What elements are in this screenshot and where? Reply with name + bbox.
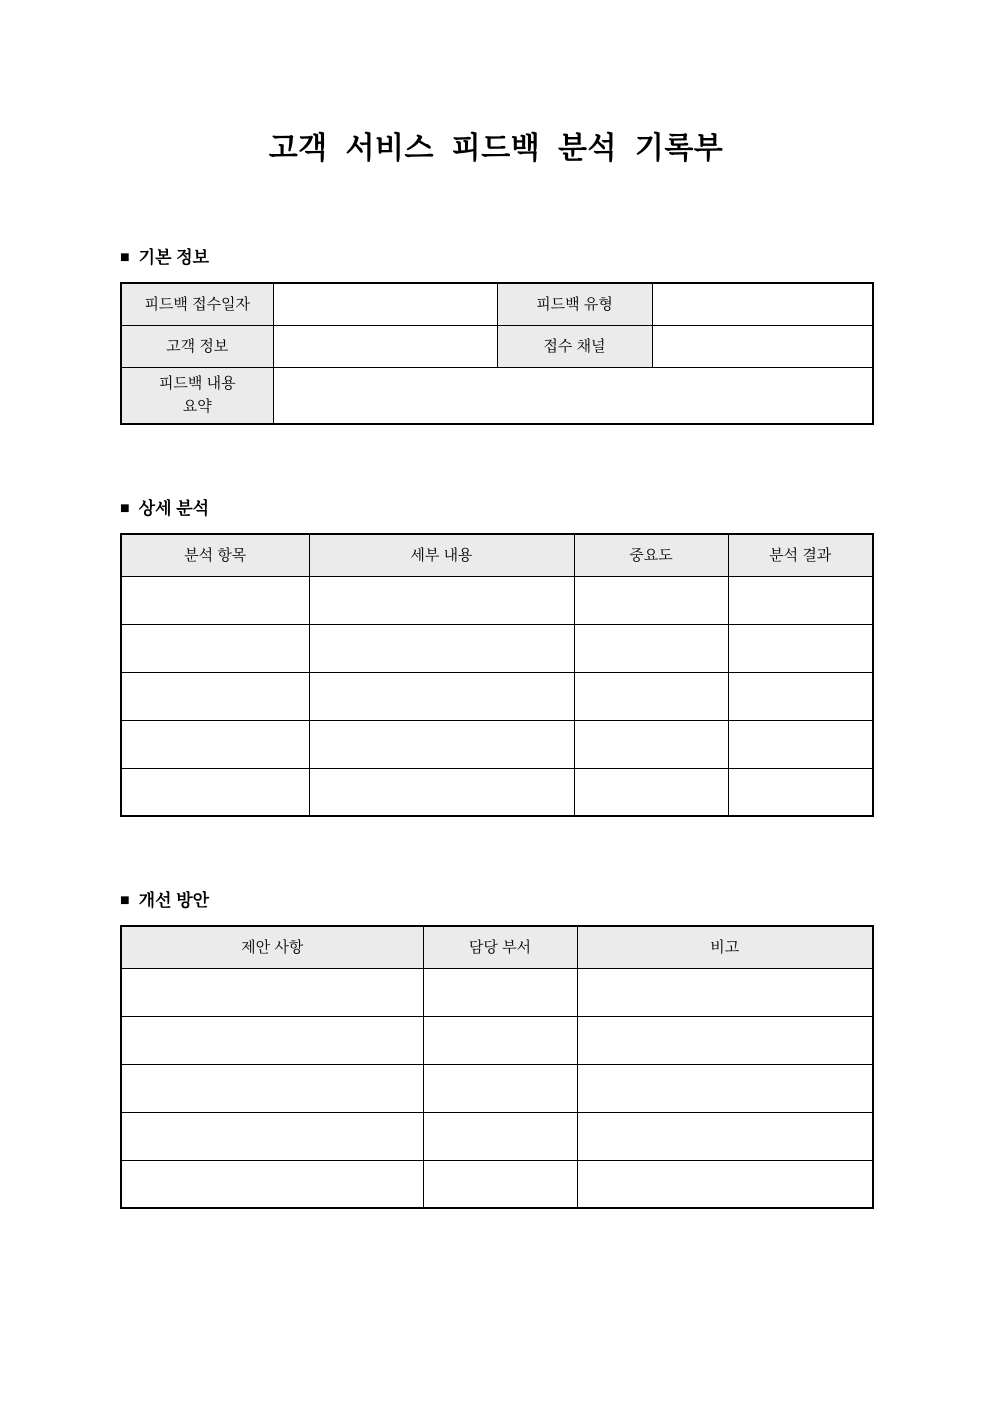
empty-cell [423,1016,577,1064]
column-header-analysis-result: 분석 결과 [728,534,873,576]
section-bullet-icon: ■ [120,249,130,266]
empty-cell [577,1160,873,1208]
field-value-customer-info [273,325,497,367]
table-row [121,672,873,720]
empty-cell [574,768,728,816]
field-label-receipt-date: 피드백 접수일자 [121,283,273,325]
table-header-row [121,926,873,968]
table-row [121,367,873,424]
empty-cell [574,624,728,672]
empty-cell [423,1064,577,1112]
empty-cell [728,720,873,768]
table-row [121,1160,873,1208]
field-value-feedback-type [652,283,873,325]
column-header-importance: 중요도 [574,534,728,576]
empty-cell [121,1064,423,1112]
improvement-table [120,925,874,1209]
empty-cell [574,672,728,720]
empty-cell [309,624,574,672]
empty-cell [309,672,574,720]
empty-cell [121,1160,423,1208]
table-row [121,968,873,1016]
empty-cell [423,1112,577,1160]
empty-cell [121,720,309,768]
column-header-detail-content: 세부 내용 [309,534,574,576]
table-row [121,576,873,624]
empty-cell [574,720,728,768]
empty-cell [121,672,309,720]
empty-cell [728,624,873,672]
column-header-analysis-item: 분석 항목 [121,534,309,576]
table-row [121,283,873,325]
empty-cell [309,576,574,624]
empty-cell [577,968,873,1016]
column-header-remarks: 비고 [577,926,873,968]
table-row [121,720,873,768]
table-row [121,325,873,367]
empty-cell [577,1016,873,1064]
empty-cell [121,768,309,816]
table-header-row [121,534,873,576]
field-value-receipt-date [273,283,497,325]
empty-cell [121,968,423,1016]
section-heading-improvement [120,889,872,913]
empty-cell [121,1016,423,1064]
empty-cell [121,576,309,624]
table-row [121,768,873,816]
field-label-channel: 접수 채널 [497,325,652,367]
table-row [121,1016,873,1064]
empty-cell [121,624,309,672]
section-heading-label: 기본 정보 [138,248,210,267]
empty-cell [423,1160,577,1208]
field-label-customer-info: 고객 정보 [121,325,273,367]
empty-cell [423,968,577,1016]
column-header-department: 담당 부서 [423,926,577,968]
empty-cell [309,720,574,768]
empty-cell [577,1064,873,1112]
section-heading-label: 상세 분석 [138,499,210,518]
page-title: 고객 서비스 피드백 분석 기록부 [268,132,724,165]
field-label-summary [121,367,273,424]
table-row [121,1064,873,1112]
basic-info-table [120,282,874,425]
section-bullet-icon: ■ [120,892,130,909]
field-label-summary-line1: 피드백 내용 [158,375,236,393]
field-value-channel [652,325,873,367]
field-label-feedback-type: 피드백 유형 [497,283,652,325]
section-bullet-icon: ■ [120,500,130,517]
detail-analysis-table [120,533,874,817]
empty-cell [728,768,873,816]
empty-cell [574,576,728,624]
empty-cell [728,672,873,720]
table-row [121,624,873,672]
empty-cell [121,1112,423,1160]
field-value-summary [273,367,873,424]
table-row [121,1112,873,1160]
section-heading-label: 개선 방안 [138,891,210,910]
field-label-summary-line2: 요약 [182,398,212,416]
empty-cell [577,1112,873,1160]
section-heading-basic-info [120,246,872,270]
empty-cell [309,768,574,816]
column-header-suggestion: 제안 사항 [121,926,423,968]
section-heading-detail-analysis [120,497,872,521]
empty-cell [728,576,873,624]
